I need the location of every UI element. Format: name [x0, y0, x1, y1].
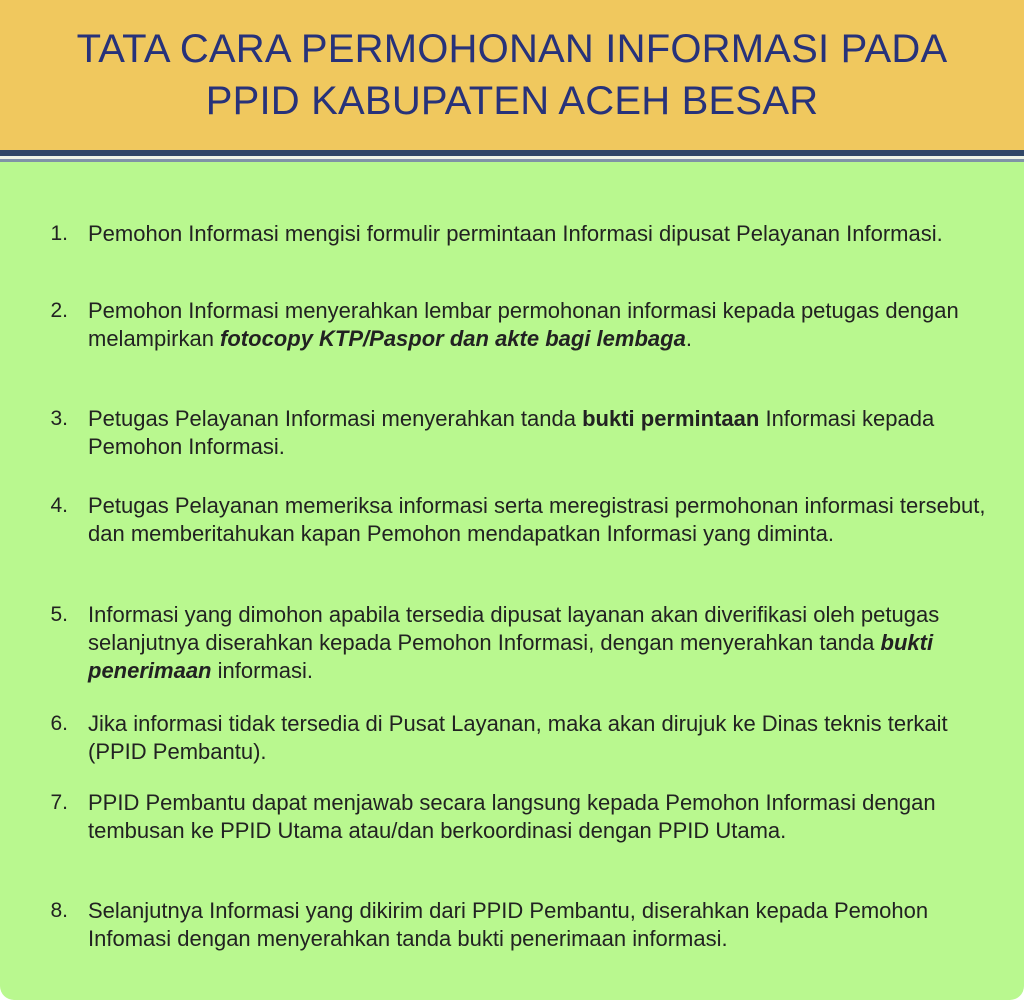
step-text-part: .: [685, 326, 692, 351]
step-number: 2.: [50, 299, 68, 322]
step-number: 1.: [50, 222, 68, 245]
list-item: [0, 297, 1024, 353]
step-number: 5.: [50, 603, 68, 626]
list-item: [0, 220, 1024, 248]
page-title-line-2: PPID KABUPATEN ACEH BESAR: [205, 79, 819, 123]
step-number: 4.: [50, 494, 68, 517]
step-number: 6.: [50, 712, 68, 735]
step-text-part: informasi.: [211, 658, 313, 683]
step-text-part: Informasi kepada Pemohon Informasi.: [88, 406, 935, 459]
page-title-line-1: TATA CARA PERMOHONAN INFORMASI PADA: [76, 27, 948, 71]
list-item: [0, 405, 1024, 461]
step-text: Jika informasi tidak tersedia di Pusat Layanan, maka akan dirujuk ke Dinas teknis terkait (PPID Pembantu).: [88, 711, 948, 764]
page-title: [77, 23, 948, 127]
step-text-part: Informasi yang dimohon apabila tersedia dipusat layanan akan diverifikasi oleh petugas selanjutnya diserahkan kepada Pemohon Informasi, dengan menyerahkan tanda: [88, 602, 940, 655]
step-emphasis: fotocopy KTP/Paspor dan akte bagi lembaga: [220, 326, 686, 351]
header-banner: [0, 0, 1024, 150]
step-text: [88, 297, 988, 353]
step-number: 3.: [50, 407, 68, 430]
step-number: 8.: [50, 899, 68, 922]
step-number: 7.: [50, 791, 68, 814]
step-text: PPID Pembantu dapat menjawab secara langsung kepada Pemohon Informasi dengan tembusan ke PPID Utama atau/dan berkoordinasi dengan PPID Utama.: [88, 790, 936, 843]
step-text: Petugas Pelayanan memeriksa informasi serta meregistrasi permohonan informasi tersebut, dan memberitahukan kapan Pemohon mendapatkan Informasi yang diminta.: [88, 493, 986, 546]
step-emphasis: bukti penerimaan: [88, 630, 934, 683]
list-item: [0, 710, 1024, 766]
step-text-part: Petugas Pelayanan Informasi menyerahkan tanda: [88, 406, 583, 431]
step-text: [88, 601, 988, 685]
step-text: Pemohon Informasi mengisi formulir permintaan Informasi dipusat Pelayanan Informasi.: [88, 221, 943, 246]
step-text-part: Pemohon Informasi menyerahkan lembar permohonan informasi kepada petugas dengan melampirkan: [88, 298, 959, 351]
list-item: [0, 601, 1024, 685]
step-text: Selanjutnya Informasi yang dikirim dari PPID Pembantu, diserahkan kepada Pemohon Infomasi dengan menyerahkan tanda bukti penerimaan informasi.: [88, 898, 929, 951]
content-panel: [0, 162, 1024, 1000]
list-item: [0, 789, 1024, 845]
list-item: [0, 492, 1024, 548]
step-emphasis: bukti permintaan: [582, 406, 760, 431]
list-item: [0, 897, 1024, 953]
step-list: [0, 162, 1024, 1000]
step-text: [88, 405, 988, 461]
